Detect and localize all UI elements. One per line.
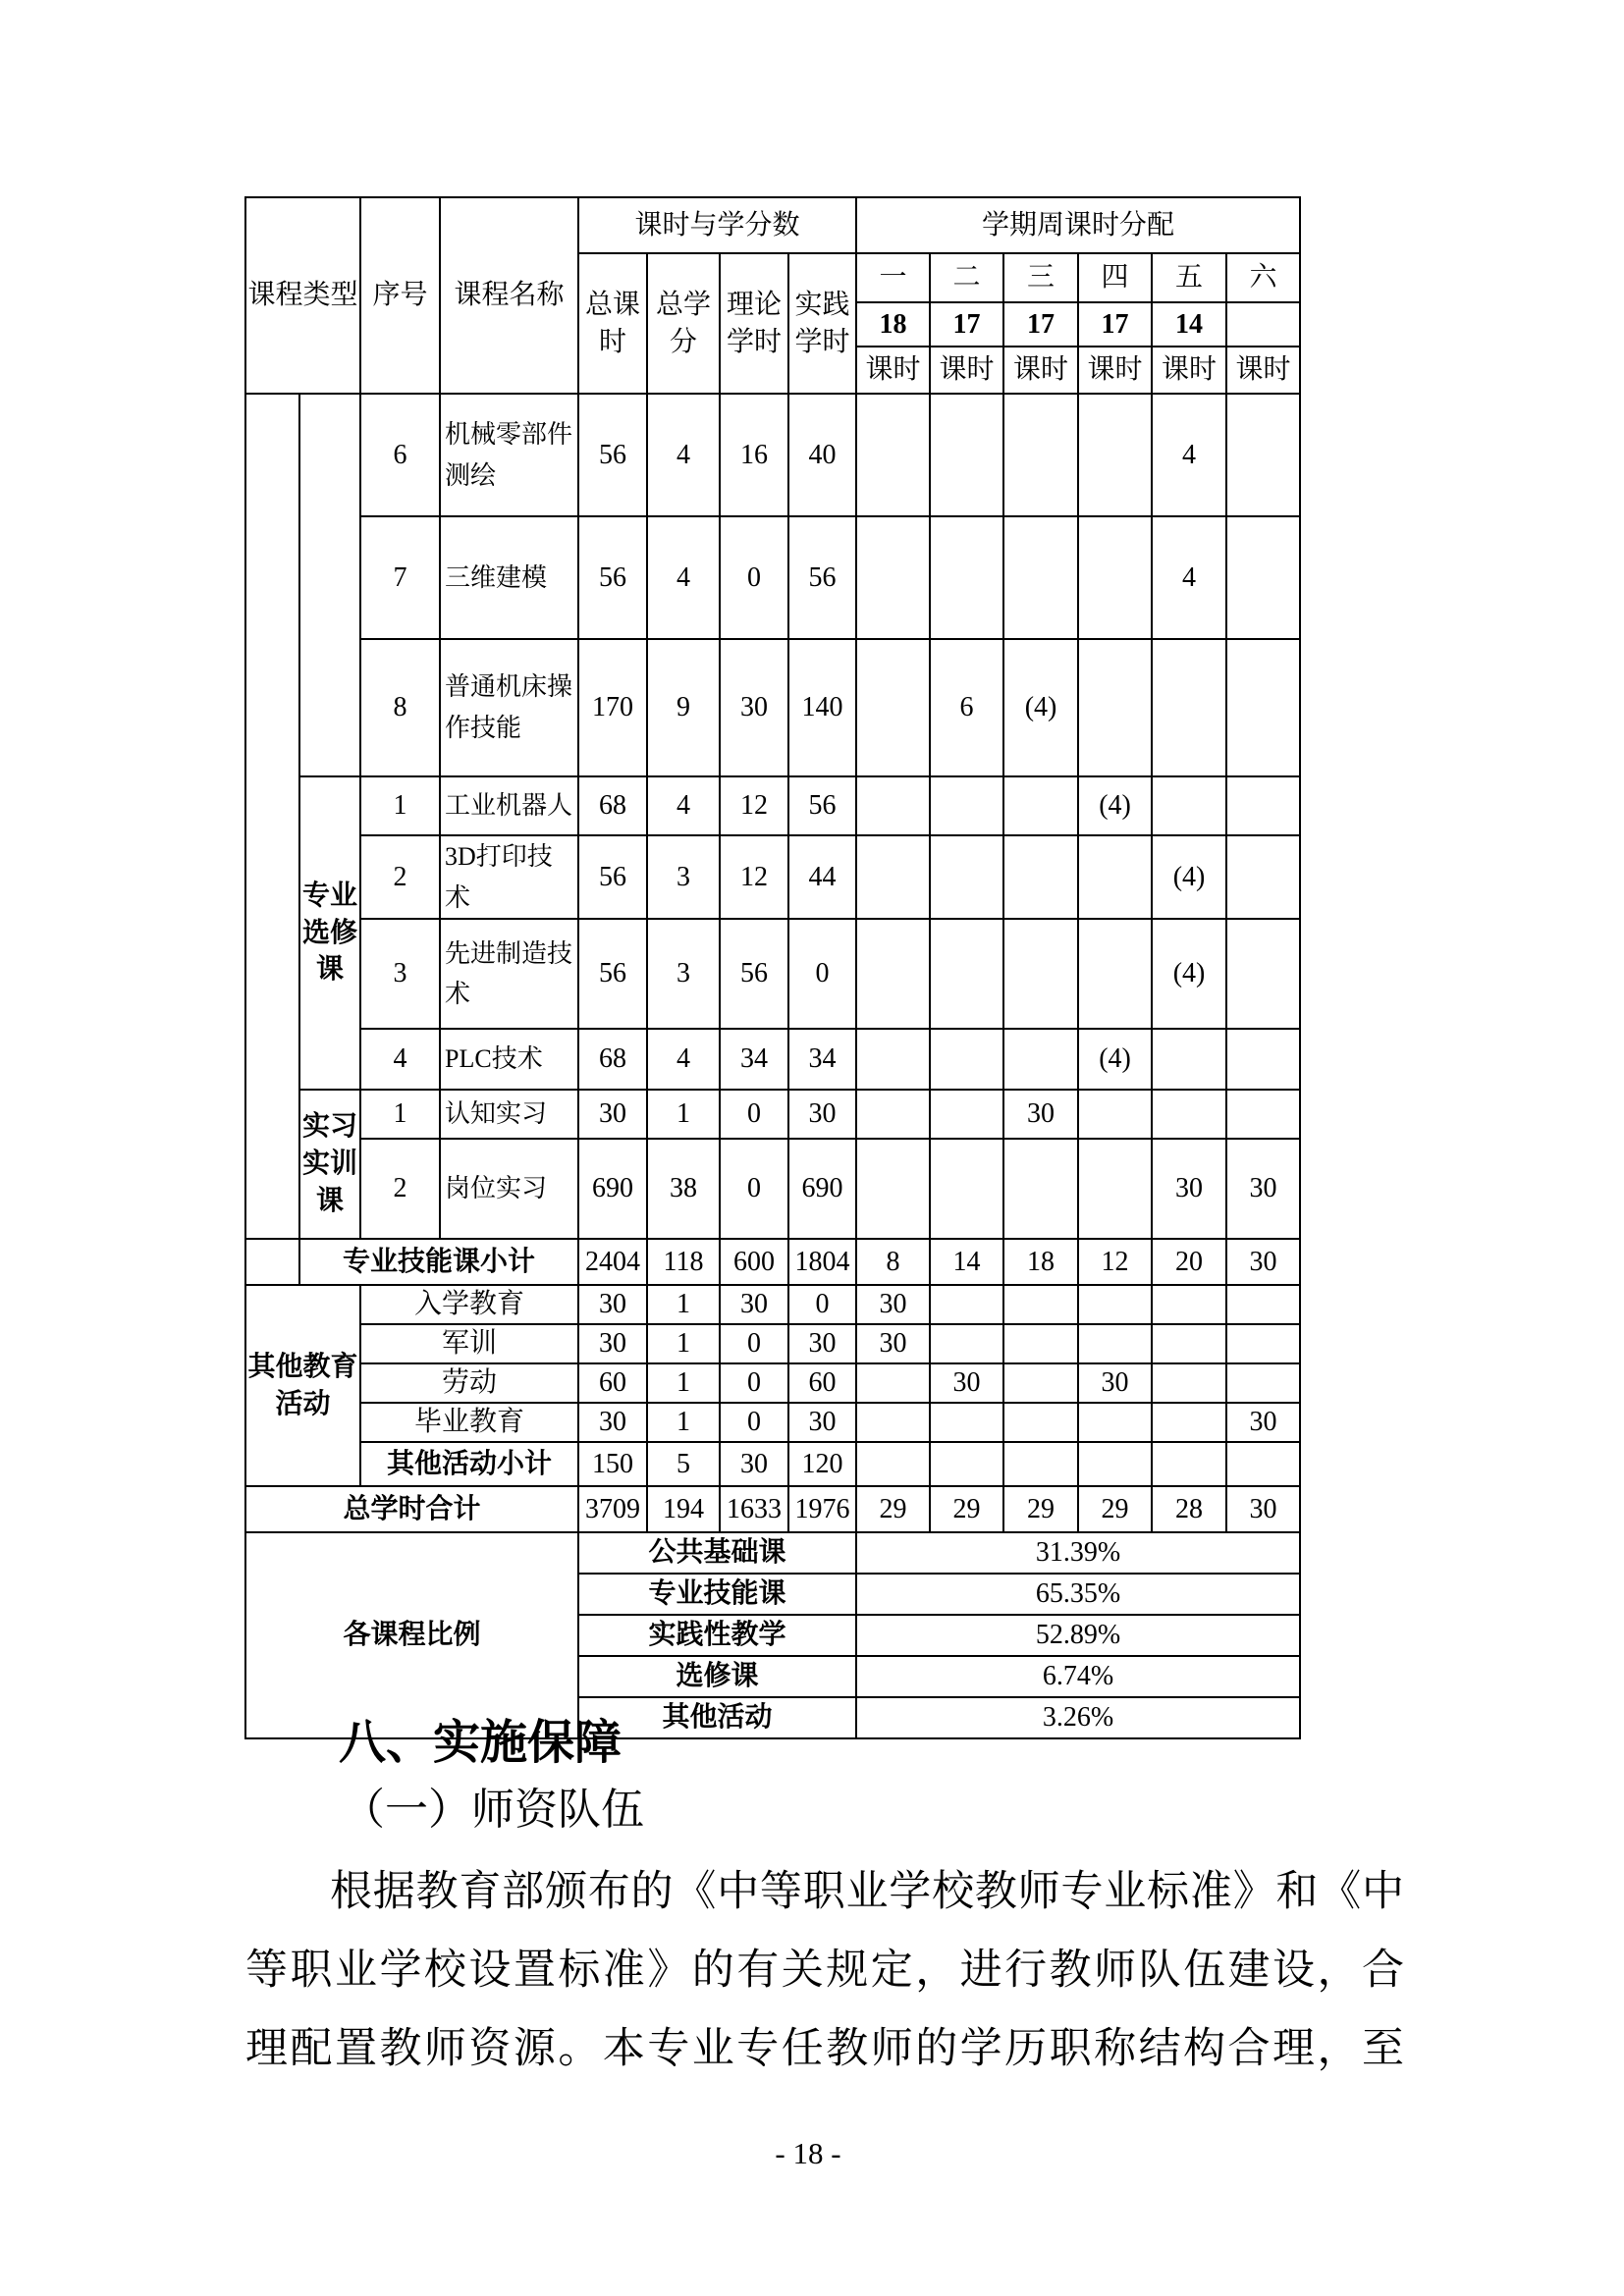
table-cell: 30 [578, 1324, 647, 1363]
course-name: 工业机器人 [440, 776, 578, 835]
table-cell [1078, 394, 1152, 516]
body-paragraph [245, 1853, 1404, 2089]
category-other-activities: 其他教育活动 [245, 1285, 360, 1486]
table-cell: 30 [720, 639, 788, 776]
table-cell [1078, 1139, 1152, 1239]
ratio-section-label: 各课程比例 [245, 1532, 578, 1738]
table-cell [856, 1442, 930, 1486]
table-cell: 29 [1003, 1486, 1078, 1532]
table-cell: 1 [647, 1403, 720, 1442]
table-cell [1226, 919, 1300, 1029]
table-cell: 1 [647, 1090, 720, 1139]
table-cell: 8 [360, 639, 440, 776]
table-cell: 30 [1226, 1486, 1300, 1532]
table-cell: 30 [578, 1403, 647, 1442]
table-cell [1003, 1324, 1078, 1363]
table-cell [1152, 1090, 1226, 1139]
table-cell: 170 [578, 639, 647, 776]
header-course-type: 课程类型 [245, 197, 360, 394]
table-cell [930, 776, 1003, 835]
header-keshi: 课时 [930, 347, 1003, 394]
table-cell [1003, 1442, 1078, 1486]
table-cell: 4 [647, 516, 720, 639]
header-total-hours: 总课时 [578, 253, 647, 394]
table-cell: 140 [788, 639, 856, 776]
table-cell: 56 [578, 516, 647, 639]
table-row [245, 1403, 1300, 1442]
table-cell: 14 [930, 1239, 1003, 1285]
table-cell: (4) [1152, 919, 1226, 1029]
table-cell: 2 [360, 1139, 440, 1239]
ratio-name: 选修课 [578, 1656, 856, 1697]
course-name: 三维建模 [440, 516, 578, 639]
table-cell: 4 [360, 1029, 440, 1090]
table-cell: 56 [788, 776, 856, 835]
paragraph-line: 等职业学校设置标准》的有关规定，进行教师队伍建设，合 [245, 1948, 1404, 1994]
table-row [245, 197, 1300, 253]
table-cell [1226, 1324, 1300, 1363]
ratio-value: 65.35% [856, 1574, 1300, 1615]
table-cell [930, 1090, 1003, 1139]
table-cell: 56 [720, 919, 788, 1029]
table-cell [1226, 1090, 1300, 1139]
table-cell: 30 [1226, 1139, 1300, 1239]
table-cell [1003, 1139, 1078, 1239]
table-cell: 12 [720, 835, 788, 919]
table-row [245, 1090, 1300, 1139]
table-row [245, 516, 1300, 639]
table-cell [1003, 1285, 1078, 1324]
table-cell [930, 1324, 1003, 1363]
header-practice-hours: 实践学时 [788, 253, 856, 394]
table-cell: 30 [788, 1090, 856, 1139]
table-row [245, 1285, 1300, 1324]
course-name: 岗位实习 [440, 1139, 578, 1239]
table-cell [1078, 1090, 1152, 1139]
table-cell [1003, 1029, 1078, 1090]
table-cell: 1 [360, 776, 440, 835]
table-cell: 68 [578, 1029, 647, 1090]
table-cell: 60 [788, 1363, 856, 1403]
table-cell [930, 1139, 1003, 1239]
table-cell: 0 [720, 1403, 788, 1442]
course-name: PLC技术 [440, 1029, 578, 1090]
grand-total: 总学时合计 [245, 1486, 578, 1532]
table-cell [1152, 639, 1226, 776]
table-cell [1078, 639, 1152, 776]
table-cell: 16 [720, 394, 788, 516]
table-cell: 29 [1078, 1486, 1152, 1532]
table-cell: 4 [647, 1029, 720, 1090]
table-row [245, 919, 1300, 1029]
table-cell [245, 1239, 299, 1285]
header-course-name: 课程名称 [440, 197, 578, 394]
table-cell: 118 [647, 1239, 720, 1285]
table-cell: 8 [856, 1239, 930, 1285]
table-cell [1226, 776, 1300, 835]
table-cell: 1 [360, 1090, 440, 1139]
table-cell [930, 919, 1003, 1029]
table-cell [856, 776, 930, 835]
table-cell: 30 [856, 1324, 930, 1363]
header-keshi: 课时 [1226, 347, 1300, 394]
header-semester-weekly-dist: 学期周课时分配 [856, 197, 1300, 253]
table-row [245, 1324, 1300, 1363]
table-cell: 12 [1078, 1239, 1152, 1285]
table-cell [930, 1029, 1003, 1090]
table-row [245, 1029, 1300, 1090]
header-sem-weeks: 14 [1152, 302, 1226, 347]
page-number: - 18 - [775, 2136, 841, 2170]
header-total-credits: 总学分 [647, 253, 720, 394]
table-cell: 28 [1152, 1486, 1226, 1532]
table-cell [1152, 1285, 1226, 1324]
section-heading: 八、实施保障 [339, 1717, 623, 1769]
table-cell: 1976 [788, 1486, 856, 1532]
header-sem-weeks: 17 [1078, 302, 1152, 347]
table-cell: 1 [647, 1324, 720, 1363]
table-cell: 30 [720, 1285, 788, 1324]
table-cell: 30 [1003, 1090, 1078, 1139]
table-cell: (4) [1152, 835, 1226, 919]
table-cell: 4 [1152, 516, 1226, 639]
header-sem-weeks: 17 [1003, 302, 1078, 347]
table-cell: 3 [647, 835, 720, 919]
table-cell: 38 [647, 1139, 720, 1239]
table-cell: 1804 [788, 1239, 856, 1285]
header-sem-6: 六 [1226, 253, 1300, 302]
table-cell [1152, 1029, 1226, 1090]
table-cell [930, 835, 1003, 919]
subtotal-skill-courses: 专业技能课小计 [299, 1239, 578, 1285]
ratio-name: 公共基础课 [578, 1532, 856, 1574]
table-cell: 194 [647, 1486, 720, 1532]
table-cell [1226, 394, 1300, 516]
table-row [245, 776, 1300, 835]
table-cell [1003, 919, 1078, 1029]
table-cell [856, 639, 930, 776]
table-cell [1003, 776, 1078, 835]
table-cell: 1 [647, 1363, 720, 1403]
table-cell: 30 [1078, 1363, 1152, 1403]
table-cell [1003, 1403, 1078, 1442]
category-outer-continued [245, 394, 299, 1239]
table-cell [1226, 835, 1300, 919]
table-cell [1152, 1324, 1226, 1363]
table-row [245, 1486, 1300, 1532]
table-cell: 20 [1152, 1239, 1226, 1285]
table-cell [1226, 1442, 1300, 1486]
table-cell: 12 [720, 776, 788, 835]
header-sem-1: 一 [856, 253, 930, 302]
table-cell: 30 [788, 1403, 856, 1442]
ratio-value: 6.74% [856, 1656, 1300, 1697]
table-cell: 30 [578, 1090, 647, 1139]
category-internship: 实习实训课 [299, 1090, 360, 1239]
header-theory-hours: 理论学时 [720, 253, 788, 394]
table-row [245, 835, 1300, 919]
table-cell: 3709 [578, 1486, 647, 1532]
table-cell [1003, 516, 1078, 639]
table-cell: 56 [788, 516, 856, 639]
table-row [245, 1442, 1300, 1486]
table-cell: 34 [720, 1029, 788, 1090]
table-cell: 44 [788, 835, 856, 919]
table-cell [856, 1403, 930, 1442]
table-cell: 4 [647, 776, 720, 835]
table-cell: 18 [1003, 1239, 1078, 1285]
header-keshi: 课时 [1152, 347, 1226, 394]
category-elective: 专业选修课 [299, 776, 360, 1090]
table-cell: 30 [1226, 1239, 1300, 1285]
table-cell: 2 [360, 835, 440, 919]
table-cell: 0 [788, 919, 856, 1029]
table-cell [1078, 1403, 1152, 1442]
course-name: 先进制造技术 [440, 919, 578, 1029]
course-name: 机械零部件测绘 [440, 394, 578, 516]
curriculum-plan-table [244, 196, 1301, 1739]
table-row [245, 1239, 1300, 1285]
table-cell: 30 [930, 1363, 1003, 1403]
table-cell [1152, 1442, 1226, 1486]
table-row [245, 639, 1300, 776]
table-cell: 30 [720, 1442, 788, 1486]
table-cell [856, 516, 930, 639]
table-cell: 0 [720, 1324, 788, 1363]
table-cell [930, 394, 1003, 516]
table-cell: 2404 [578, 1239, 647, 1285]
table-cell: 0 [720, 1139, 788, 1239]
course-name: 普通机床操作技能 [440, 639, 578, 776]
table-cell: 0 [720, 1090, 788, 1139]
table-cell: 3 [360, 919, 440, 1029]
table-cell: (4) [1078, 1029, 1152, 1090]
table-cell [1078, 1324, 1152, 1363]
table-cell: 4 [1152, 394, 1226, 516]
ratio-value: 3.26% [856, 1697, 1300, 1738]
table-cell [1226, 1363, 1300, 1403]
table-cell [1003, 1363, 1078, 1403]
table-row [245, 1139, 1300, 1239]
header-sem-2: 二 [930, 253, 1003, 302]
ratio-name: 其他活动 [578, 1697, 856, 1738]
table-cell [856, 1090, 930, 1139]
table-cell [1078, 1442, 1152, 1486]
header-keshi: 课时 [1078, 347, 1152, 394]
table-cell: 690 [788, 1139, 856, 1239]
table-cell: 9 [647, 639, 720, 776]
course-name: 3D打印技术 [440, 835, 578, 919]
table-cell [1226, 1029, 1300, 1090]
table-row [245, 1532, 1300, 1574]
table-cell: 0 [720, 1363, 788, 1403]
subtotal-other-activities: 其他活动小计 [360, 1442, 578, 1486]
table-cell: 6 [930, 639, 1003, 776]
course-name: 认知实习 [440, 1090, 578, 1139]
table-cell [930, 1403, 1003, 1442]
activity-name: 军训 [360, 1324, 578, 1363]
header-sem-weeks: 17 [930, 302, 1003, 347]
table-cell: 56 [578, 394, 647, 516]
table-cell: 5 [647, 1442, 720, 1486]
ratio-name: 实践性教学 [578, 1615, 856, 1656]
table-cell: 690 [578, 1139, 647, 1239]
activity-name: 毕业教育 [360, 1403, 578, 1442]
header-sem-5: 五 [1152, 253, 1226, 302]
table-cell [1226, 639, 1300, 776]
table-row [245, 1363, 1300, 1403]
table-cell [1152, 776, 1226, 835]
table-cell [856, 1363, 930, 1403]
table-cell [856, 1139, 930, 1239]
table-cell: (4) [1078, 776, 1152, 835]
table-cell: 3 [647, 919, 720, 1029]
table-cell: 1633 [720, 1486, 788, 1532]
table-cell: 40 [788, 394, 856, 516]
table-cell [1152, 1363, 1226, 1403]
table-cell [1003, 394, 1078, 516]
ratio-value: 31.39% [856, 1532, 1300, 1574]
table-cell: 30 [1226, 1403, 1300, 1442]
activity-name: 入学教育 [360, 1285, 578, 1324]
header-sem-4: 四 [1078, 253, 1152, 302]
table-cell: 68 [578, 776, 647, 835]
table-cell: 4 [647, 394, 720, 516]
table-cell: 7 [360, 516, 440, 639]
table-cell: 30 [788, 1324, 856, 1363]
header-hours-credits: 课时与学分数 [578, 197, 856, 253]
table-cell [1078, 919, 1152, 1029]
paragraph-line: 根据教育部颁布的《中等职业学校教师专业标准》和《中 [330, 1869, 1404, 1915]
table-cell: 30 [578, 1285, 647, 1324]
table-cell [1078, 835, 1152, 919]
table-cell [1078, 1285, 1152, 1324]
header-sem-weeks [1226, 302, 1300, 347]
table-cell: 30 [856, 1285, 930, 1324]
table-cell [930, 1285, 1003, 1324]
table-cell: 600 [720, 1239, 788, 1285]
table-cell [856, 835, 930, 919]
table-cell: 56 [578, 835, 647, 919]
table-cell [930, 516, 1003, 639]
table-row [245, 394, 1300, 516]
header-sem-3: 三 [1003, 253, 1078, 302]
table-cell [1003, 835, 1078, 919]
table-cell: 6 [360, 394, 440, 516]
activity-name: 劳动 [360, 1363, 578, 1403]
header-sem-weeks: 18 [856, 302, 930, 347]
table-cell: 30 [1152, 1139, 1226, 1239]
table-cell [856, 919, 930, 1029]
table-cell: (4) [1003, 639, 1078, 776]
ratio-name: 专业技能课 [578, 1574, 856, 1615]
table-cell: 0 [788, 1285, 856, 1324]
header-keshi: 课时 [856, 347, 930, 394]
table-cell: 29 [856, 1486, 930, 1532]
table-cell [930, 1442, 1003, 1486]
table-cell: 34 [788, 1029, 856, 1090]
table-cell: 150 [578, 1442, 647, 1486]
table-cell [1152, 1403, 1226, 1442]
table-cell [1226, 516, 1300, 639]
table-cell [1078, 516, 1152, 639]
table-cell [856, 1029, 930, 1090]
table-cell: 1 [647, 1285, 720, 1324]
ratio-value: 52.89% [856, 1615, 1300, 1656]
subcategory-continued [299, 394, 360, 776]
table-cell: 0 [720, 516, 788, 639]
paragraph-line: 理配置教师资源。本专业专任教师的学历职称结构合理，至 [245, 2026, 1404, 2072]
header-seq-no: 序号 [360, 197, 440, 394]
subsection-heading: （一）师资队伍 [342, 1786, 644, 1834]
table-cell: 29 [930, 1486, 1003, 1532]
table-cell: 56 [578, 919, 647, 1029]
header-keshi: 课时 [1003, 347, 1078, 394]
table-cell: 120 [788, 1442, 856, 1486]
table-cell [856, 394, 930, 516]
table-cell: 60 [578, 1363, 647, 1403]
table-cell [1226, 1285, 1300, 1324]
